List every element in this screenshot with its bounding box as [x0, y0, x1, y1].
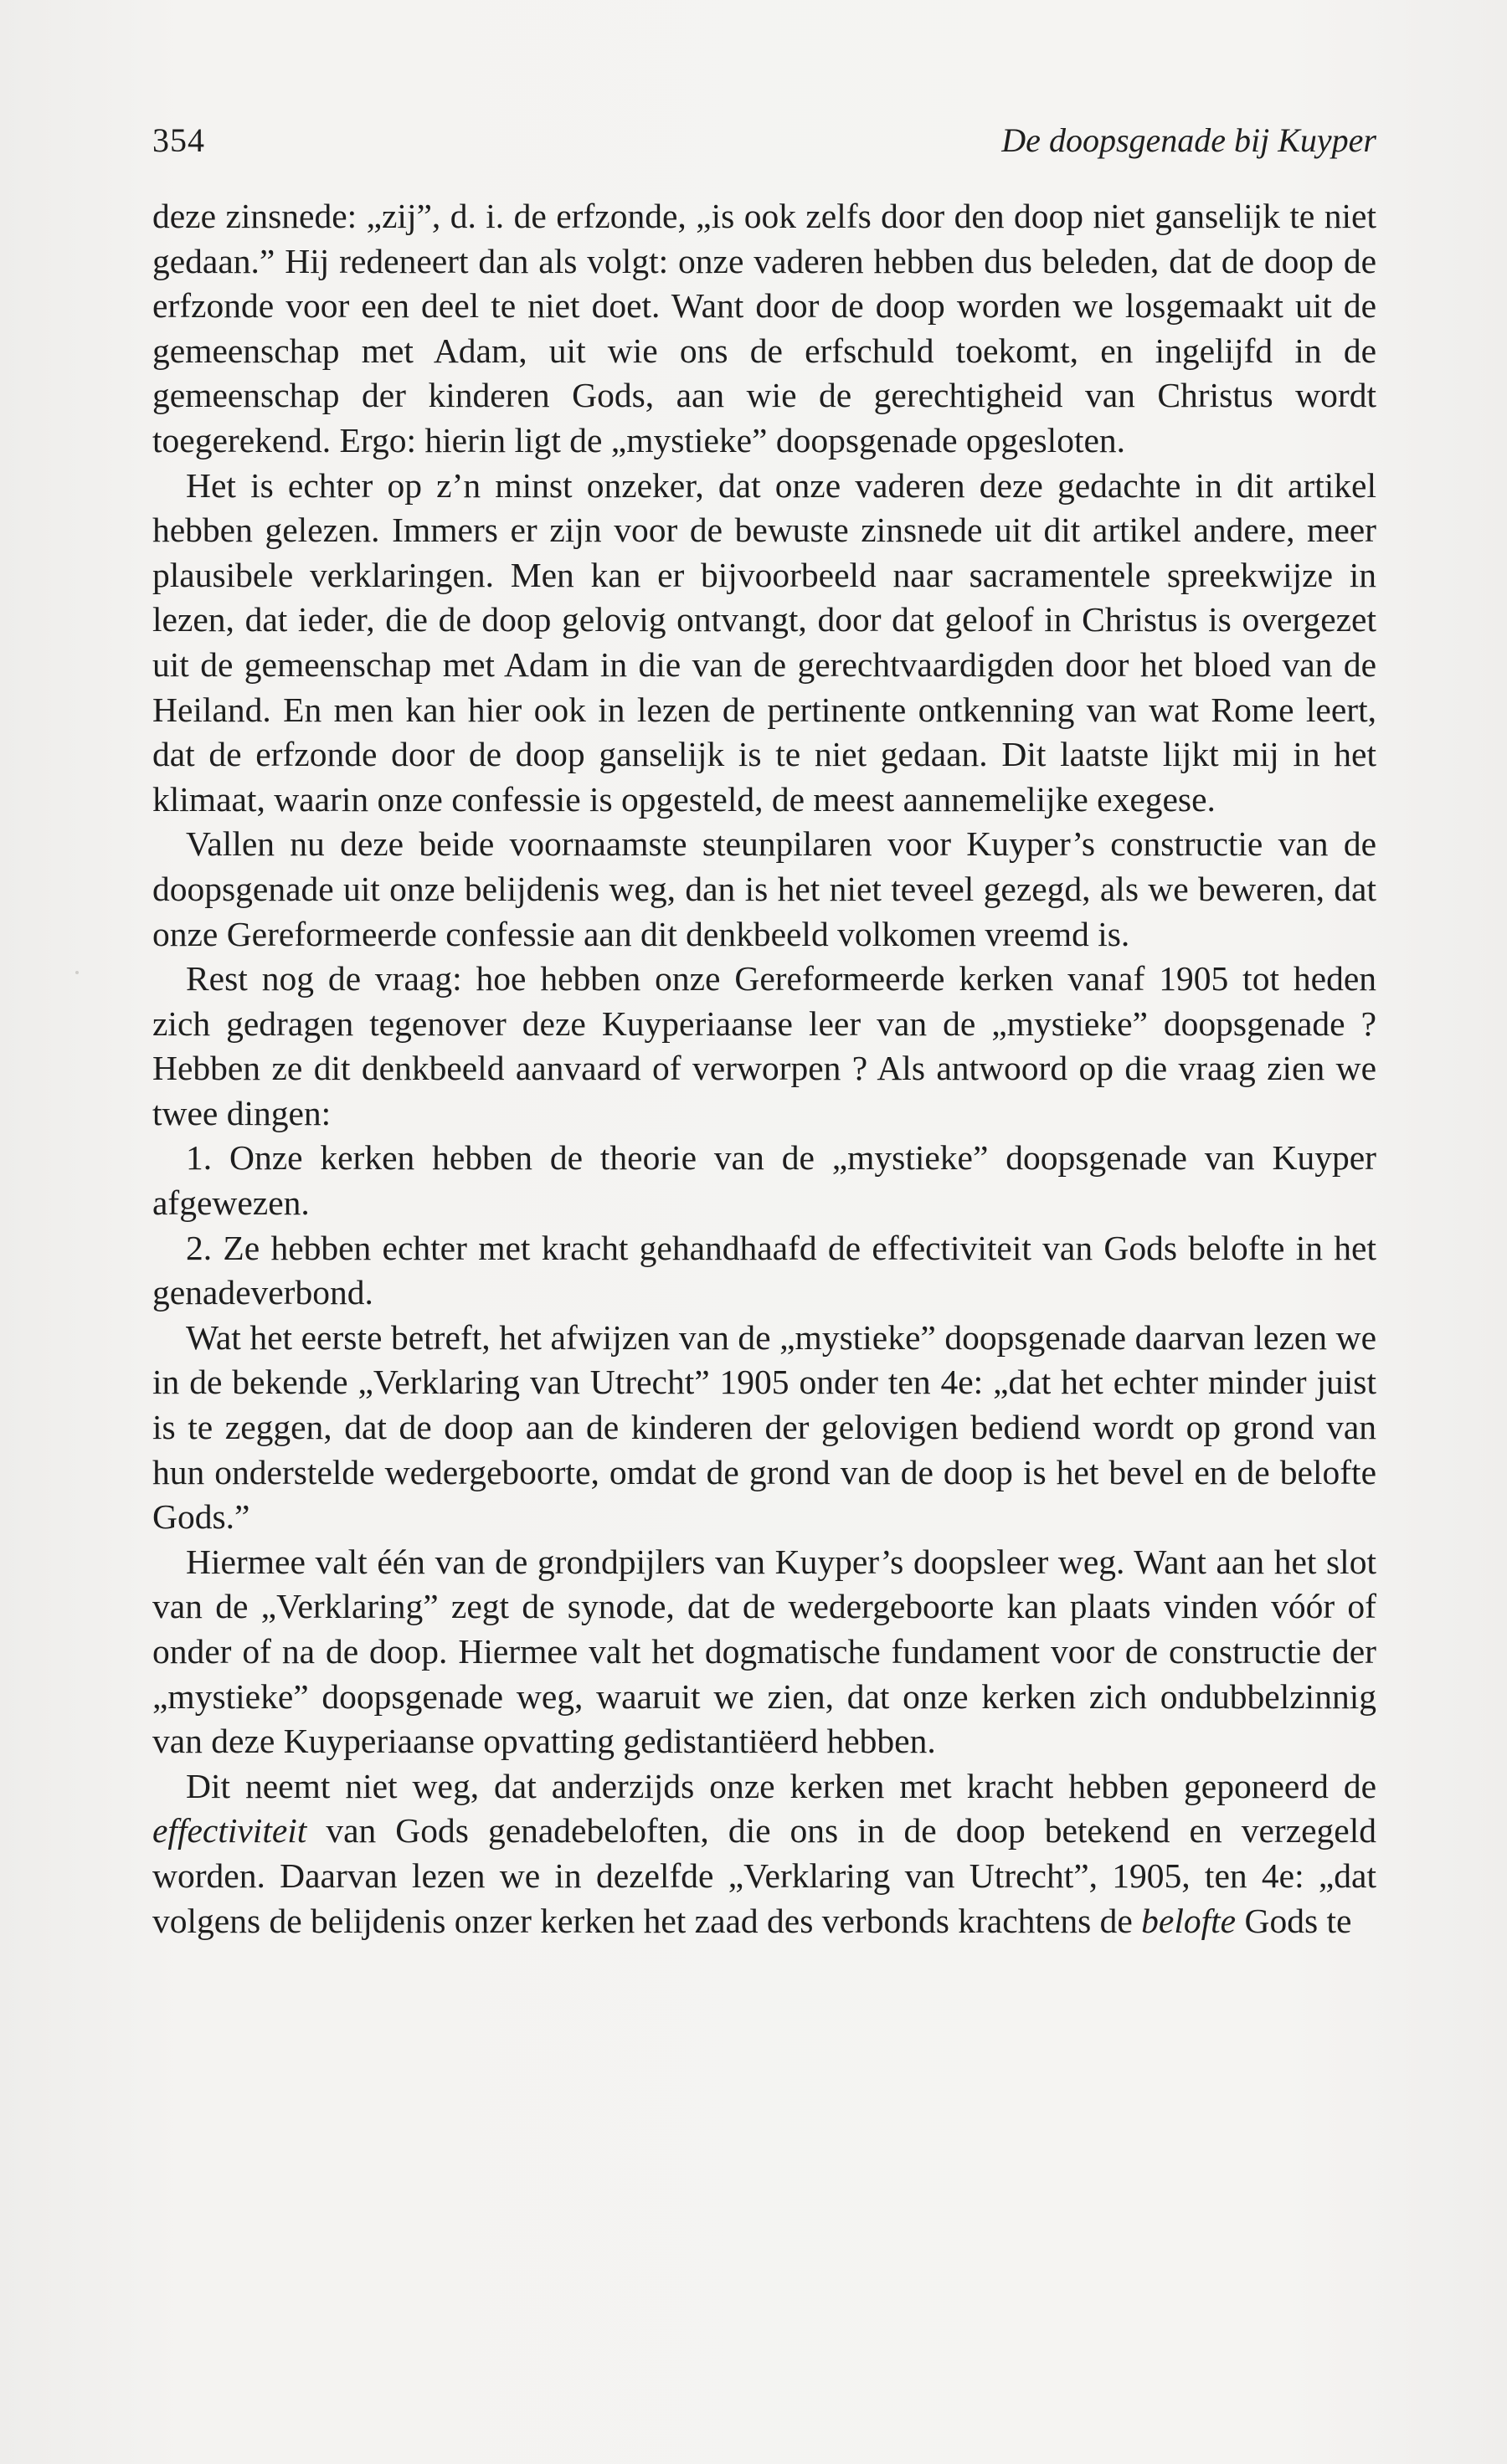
paragraph-7-part-c: Gods te [1236, 1901, 1352, 1940]
paragraph-1: deze zinsnede: „zij”, d. i. de erfzonde, „is ook zelfs door den doop niet ganselijk te niet gedaan.” Hij redeneert dan als volgt: onze vaderen hebben dus beleden, dat de doop de erfzonde voor een deel te niet doet. Want door de doop worden we losgemaakt uit de gemeenschap met Adam, uit wie ons de erfschuld toekomt, en ingelijfd in de gemeenschap der kinderen Gods, aan wie de gerechtigheid van Christus wordt toegerekend. Ergo: hierin ligt de „mystieke” doopsgenade opgesloten. [152, 197, 1376, 459]
emphasis-belofte: belofte [1141, 1901, 1237, 1940]
body-text [152, 194, 1376, 1943]
paragraph-7-part-a: Dit neemt niet weg, dat anderzijds onze kerken met kracht hebben geponeerd de [186, 1766, 1376, 1805]
list-item-2: 2. Ze hebben echter met kracht gehandhaafd de effectiviteit van Gods belofte in het genadeverbond. [152, 1228, 1376, 1312]
running-title: De doopsgenade bij Kuyper [1001, 121, 1376, 159]
paragraph-7 [152, 1764, 1376, 1943]
paragraph-5: Wat het eerste betreft, het afwijzen van de „mystieke” doopsgenade daarvan lezen we in de bekende „Verklaring van Utrecht” 1905 onder ten 4e: „dat het echter minder juist is te zeggen, dat de doop aan de kinderen der gelovigen bediend wordt op grond van hun onderstelde wedergeboorte, omdat de grond van de doop is het bevel en de belofte Gods.” [152, 1317, 1376, 1537]
page-speck [75, 971, 79, 974]
emphasis-effectiviteit: effectiviteit [152, 1811, 307, 1851]
paragraph-6: Hiermee valt één van de grondpijlers van Kuyper’s doopsleer weg. Want aan het slot van de „Verklaring” zegt de synode, dat de wedergeboorte kan plaats vinden vóór of onder of na de doop. Hiermee valt het dogmatische fundament voor de constructie der „mystieke” doopsgenade weg, waaruit we zien, dat onze kerken zich ondubbelzinnig van deze Kuyperiaanse opvatting gedistantiëerd hebben. [152, 1542, 1376, 1761]
list-item-1: 1. Onze kerken hebben de theorie van de „mystieke” doopsgenade van Kuyper afgewezen. [152, 1138, 1376, 1223]
running-head [152, 116, 1376, 166]
paragraph-3: Vallen nu deze beide voornaamste steunpilaren voor Kuyper’s constructie van de doopsgenade uit onze belijdenis weg, dan is het niet teveel gezegd, als we beweren, dat onze Gereformeerde confessie aan dit denkbeeld volkomen vreemd is. [152, 824, 1376, 953]
paragraph-2: Het is echter op z’n minst onzeker, dat onze vaderen deze gedachte in dit artikel hebben gelezen. Immers er zijn voor de bewuste zinsnede uit dit artikel andere, meer plausibele verklaringen. Men kan er bijvoorbeeld naar sacramentele spreekwijze in lezen, dat ieder, die de doop gelovig ontvangt, door dat geloof in Christus is overgezet uit de gemeenschap met Adam in die van de gerechtvaardigden door het bloed van de Heiland. En men kan hier ook in lezen de pertinente ontkenning van wat Rome leert, dat de erfzonde door de doop ganselijk is te niet gedaan. Dit laatste lijkt mij in het klimaat, waarin onze confessie is opgesteld, de meest aannemelijke exegese. [152, 465, 1376, 819]
paragraph-4: Rest nog de vraag: hoe hebben onze Gereformeerde kerken vanaf 1905 tot heden zich gedragen tegenover deze Kuyperiaanse leer van de „mystieke” doopsgenade ? Hebben ze dit denkbeeld aanvaard of verworpen ? Als antwoord op die vraag zien we twee dingen: [152, 959, 1376, 1132]
paragraph-7-part-b: van Gods genadebeloften, die ons in de doop betekend en verzegeld worden. Daarvan lezen we in dezelfde „Verklaring van Utrecht”, 1905, ten 4e: „dat volgens de belijdenis onzer kerken het zaad des verbonds krachtens de [152, 1811, 1376, 1940]
page-number: 354 [152, 121, 205, 159]
